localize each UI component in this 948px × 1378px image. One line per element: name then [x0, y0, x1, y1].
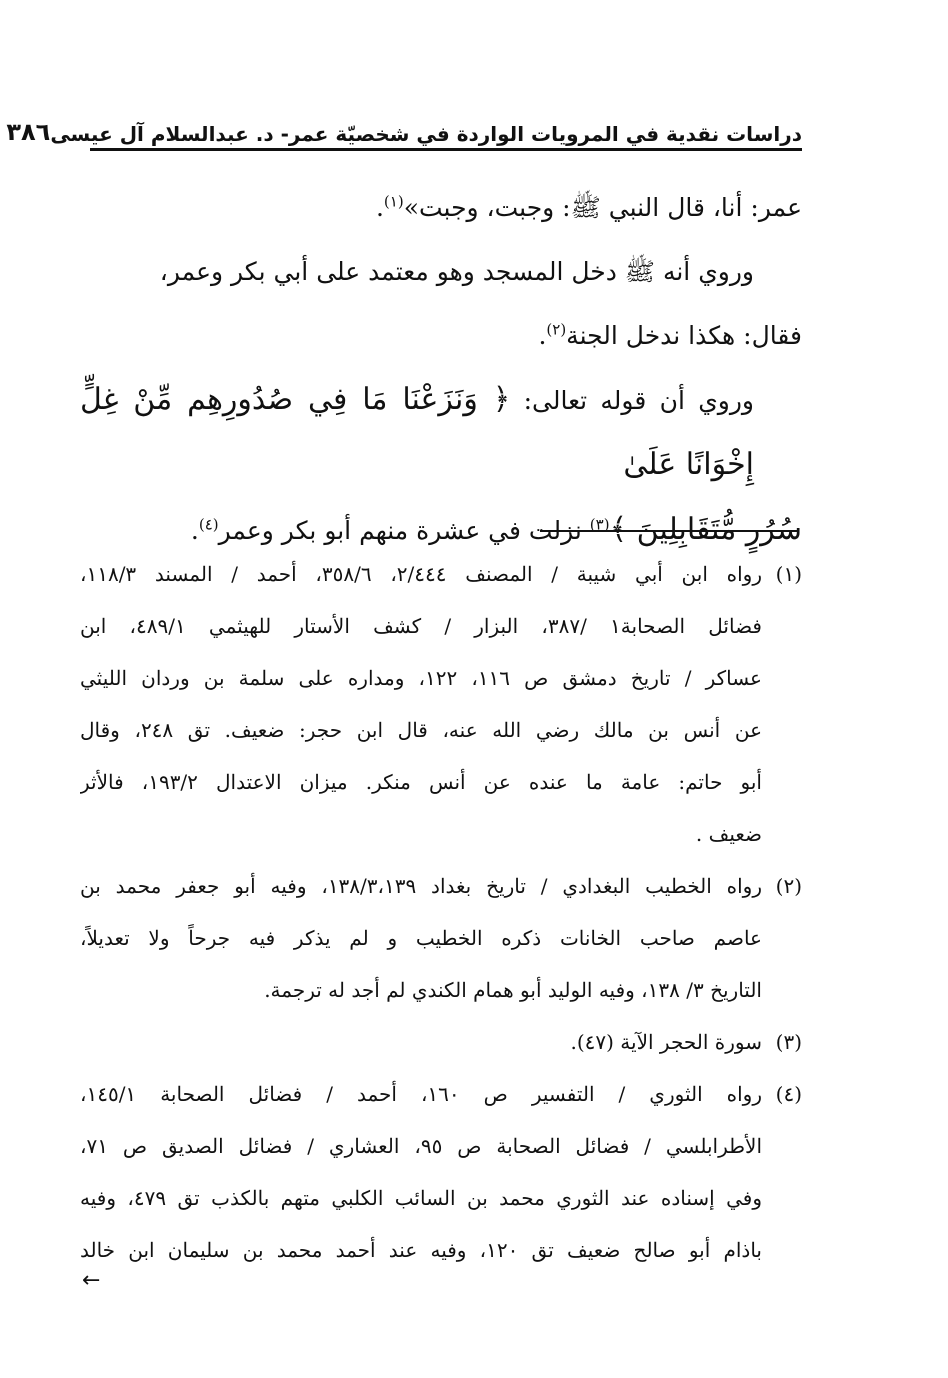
page-header [6, 112, 802, 146]
footnote-number: (٢) [775, 874, 802, 898]
footnote-4: (٤)رواه الثوري / التفسير ص ١٦٠، أحمد / فضائل الصحابة ١٤٥/١، الأطرابلسي / فضائل الصحابة ص ٩٥، العشاري / فضائل الصديق ص ٧١، وفي إسناده عند الثوري محمد بن السائب الكلبي متهم بالكذب تق ٤٧٩، وفيه باذام أبو صالح ضعيف تق ١٢٠، وفيه عند أحمد محمد بن سليمان ابن خالد [80, 1068, 802, 1276]
footnote-number: (١) [775, 562, 802, 586]
footnote-ref-4: (٤) [198, 515, 219, 534]
header-rule [90, 148, 802, 151]
quran-verse-part-2: سُرُرٍ مُّتَقَابِلِينَ ﴾ [609, 512, 802, 547]
footnote-ref-2: (٢) [546, 320, 567, 339]
footnote-ref-3: (٣) [589, 515, 610, 534]
footnote-1: (١)رواه ابن أبي شيبة / المصنف ٢/٤٤٤، ٣٥٨/٦، أحمد / المسند ١١٨/٣، فضائل الصحابة١ /٣٨٧، البزار / كشف الأستار للهيثمي ٤٨٩/١، ابن عساكر / تاريخ دمشق ص ١١٦، ١٢٢، ومداره على سلمة بن وردان الليثي عن أنس بن مالك رضي الله عنه، قال ابن حجر: ضعيف. تق ٢٤٨، وقال أبو حاتم: عامة ما عنده عن أنس منكر. ميزان الاعتدال ١٩٣/٢، فالأثر ضعيف . [80, 548, 802, 860]
paragraph-3-cont: سُرُرٍ مُّتَقَابِلِينَ ﴾$^{(٣)}$ نزلت في عشرة منهم أبو بكر وعمر$^{(٤)}$. [190, 512, 802, 547]
paragraph-2-cont: فقال: هكذا ندخل الجنة$^{(٢)}$. [538, 320, 802, 350]
footnotes [80, 548, 802, 1276]
paragraph-3: وروي أن قوله تعالى: ﴿ وَنَزَعْنَا مَا فِي صُدُورِهِم مِّنْ غِلٍّ إِخْوَانًا عَلَىٰ [80, 382, 754, 482]
main-text [80, 176, 802, 563]
footnote-separator [540, 530, 798, 532]
footnote-2: (٢)رواه الخطيب البغدادي / تاريخ بغداد ١٣٨/٣،١٣٩، وفيه أبو جعفر محمد بن عاصم صاحب الخانات ذكره الخطيب و لم يذكر فيه جرحاً ولا تعديلاً، التاريخ ٣/ ١٣٨، وفيه الوليد أبو همام الكندي لم أجد له ترجمة. [80, 860, 802, 1016]
paragraph-2: وروي أنه ﷺ دخل المسجد وهو معتمد على أبي بكر وعمر، [159, 257, 754, 286]
quran-verse-part-1: ﴿ وَنَزَعْنَا مَا فِي صُدُورِهِم مِّنْ غِلٍّ إِخْوَانًا عَلَىٰ [80, 382, 754, 482]
running-title: دراسات نقدية في المرويات الواردة في شخصيّة عمر- د. عبدالسلام آل عيسى [50, 122, 802, 146]
continuation-arrow-icon: ← [82, 1268, 101, 1293]
footnote-number: (٤) [775, 1082, 802, 1106]
footnote-number: (٣) [775, 1030, 802, 1054]
footnote-ref-1: (١) [383, 192, 404, 211]
footnote-3: (٣)سورة الحجر الآية (٤٧). [80, 1016, 802, 1068]
paragraph-1: عمر: أنا، قال النبي ﷺ: وجبت، وجبت»$^{(١)}$. [375, 192, 802, 222]
page-number: ٣٨٦ [6, 118, 51, 146]
